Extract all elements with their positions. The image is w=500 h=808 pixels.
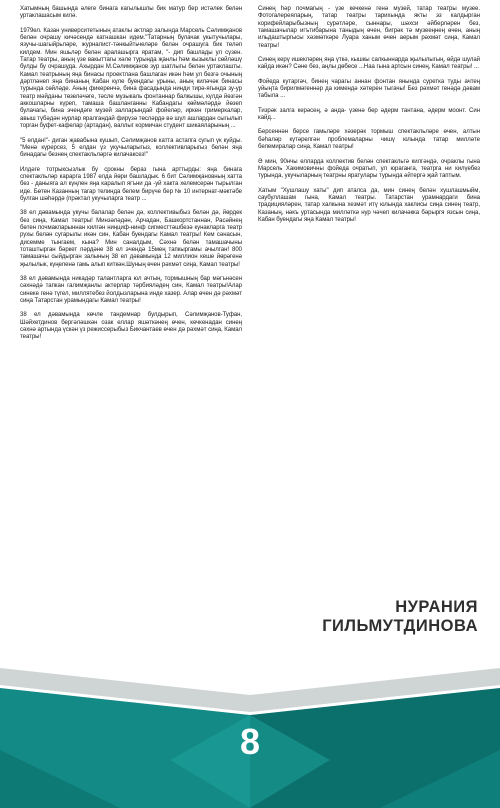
paragraph: "5 елдан!"- диган җавабына кушып, Сәлимҗанов катта астапга сугып үк куйды. "Менә күрерсез, 5 елдан үз укучыларыгыз, коллективларыгыз белән яңа бинадагы безнең спектакльләргә килачаксез!" <box>20 137 242 159</box>
paragraph: Тизрәк залга керәсең, ә анда- үзенә бер әдерм тантана, әдерм моонт. Син кайд... <box>258 107 480 122</box>
right-column <box>258 6 480 671</box>
paragraph: 38 ел дәвамында никадәр талантларга юл ачтың, тормышның бар мәгънәсен сәхнәдә тапкан галимҗанлы актерлар тәрбияләдең син, Камал театры!Алар синеке генә түгел, миллятебез йолдызларына инде хазер. Алар өчен дә рәхмәт сиңа Татарстан урамындагы Камал театры! <box>20 276 242 305</box>
paragraph: Хатымның башында әлеге бинага кагылышлы бик матур бер истәлек белән уртаклашасым килә. <box>20 6 242 20</box>
author-first-name: НУРАНИЯ <box>395 598 478 616</box>
paragraph: Синең керү ишекләрең яңа үткә, кышкы салкыннарда җылылыгың, өйдә шулай кайда икән? Сәне без, аңлы дөбесе ...Наа гына артсын синең, Камал театры! ... <box>258 57 480 71</box>
paragraph: Фойеда кутаргәч, бинең чарагы аннан фонтан янында суретка туды ачтең уйыңта бирилмәгеннәр да кимендә хәтерен тыгачы! Без рәхмәт генәдә дәвам табыла ... <box>258 78 480 100</box>
author-last-name: ГИЛЬМУТДИНОВА <box>322 617 478 635</box>
paragraph: Синең һәр почмагың - үзе кечкенә генә музей, татар театры музее. Фотогалереяларың, татар театры тарихында якты эз калдырган корифейларыбызның сурәтләре, сыннары, шәхси әйберләрен без, тамашачылар игътибарына таныдың өчен, бигрәк тә музееңнең өчен, аның ильдаштыргысы хәзмәткәре Луара ханым өчен аерым рәхмәт сиңа, Камал театры! <box>258 6 480 49</box>
article-body <box>20 6 480 671</box>
author-signature <box>258 598 478 636</box>
paragraph: 1979ел. Казан университетының атаклы актлар залында Марсель Сәлимҗанов белән очрашу кичәсендә катнашкан идем."Татарның булачак укытучылары, язучы-шагыйрьләре, журналист-тәнкыйтьчеләре белән очрашуга бик теләп килдем. Мин яшьләр белән аралашырга яратам, "- дип башлады ул сүзен. Татар театры, аның үзе вакыттагы хәле турында җанлы һәм кызыклы сөйләшү булды бу очрашуда. Ахырдан М.Сәлимҗанов зур шатлыгы белән уртаклашты. Камал театрының яңа бинасы проектлана башлаган икән һәм ул безгә очының дәртләнеп яңа бинаның Кабан күле буендагы урыны, аның киләчәк бинасы турында сөйләде. Аның фикеренчә, бина фасадында нинди тирә-ягында зу-ур театр мәйданы төзеләчәге, тәсле музыкаль фонтаннар балкышы, күлдә йөзгән аккошларны күреп, тамаша башланганны Кабандагы көймәләрдә йөзеп булачагы, бина эчендәге музей залларындай фойеләр, иркен гримеркалар, авыш түбәдән нурлар яралгандай фирүзә төсләрдә вә шул ашлардан сыгылып торган буфет-кафелар (артадан), валлыг кормичан студент шикаяларының ... <box>20 27 242 130</box>
paragraph: Хатым "Хушлашу хаты" дип аталса да, мин синең белән хушлашмыйм, саубуллашам гына, Камал театры. Татарстан урамнардаги бина традицияләрен, татар халкына хезмәт итү юлында хаклисы сиңа синең театр, Казаның, нәкъ уртасында милләткә нур чәчеп килачәкка бәрыргя язсын сиңа, Кабан буендагы яңа Камал театры! <box>258 187 480 223</box>
paragraph: 38 ел дәвамында укучы балалар белән дә, коллективыбыз белән дә, йөрдек без сиңа, Камал театры! Минзәләдән, Арчадан, Башкортстаннан, Расәйнең бөтен почмакларыннан килгән ниңциф-нинф сигместтәшбезә кунакларга театр рухы белән сугарылы икән син, Кабан буендагы Камал театры! Кем сәнасын, дисемме тынгаем, кына? Мин саналдым, Сәхнә белән тамашачыны тоташтырган бәркет пәрдәне 38 ел эчендә 15мең тапкыргамы ачылган! 800 тамашачы сыйдырган залының 38 ел дәвамында 12 миллион кеше йөрәгенә җылылык, күңеленә гамь алып киткән.Шуның өчен рәхмәт сиңа, Камал театры! <box>20 210 242 268</box>
paragraph: Берсеннән берсе гамьләре хәзерәк тормыш спектакльләре өчен, алтын бәһаләр күтәрелгән проблемаларны чишү юлында татар милләте белемиралар сиңа, Камал театры! <box>258 129 480 151</box>
paragraph: Ә мин, 90нчы елларда коллектив белән спектакльгә килгәндә, очраклы гына Марсель Хакимовичны фойеда очратып, ул юраганга, театрга ни килүебез турында, укучыларның театрны яратулары турында әйтергә җай таптым. <box>258 158 480 180</box>
page-number: 8 <box>239 721 261 762</box>
paragraph: Илдәге тотрыксызлык бу срокны бераз гына арттырды: яңа бинага спектакльләр карарга 1987 елда йөри башладык. 6 бит Сәлимҗановның хатта без - даныяга ал күңлен яңа каралып ягъни да -уй хакта хелемсерән тырылган иде. Бөтен Казанның тагар телинда белем бирүче бер № 10 интернат-мәктәбе булган шәһәрдә (прәктал укучыларга театр ... <box>20 166 242 202</box>
paragraph: 38 ел дәвамында көчле тандемнар булдырып, Сәлимҗанов-Туфан, Шәйхетдинов бергәләшкән озак еллар яшәткәнең өчен, кечкенадан синең сәхнә артында үскән үз режиссерыбыз Бикчантаев өчен дә рәхмәт сиңа, Камал театры! <box>20 312 242 341</box>
left-column <box>20 6 242 671</box>
